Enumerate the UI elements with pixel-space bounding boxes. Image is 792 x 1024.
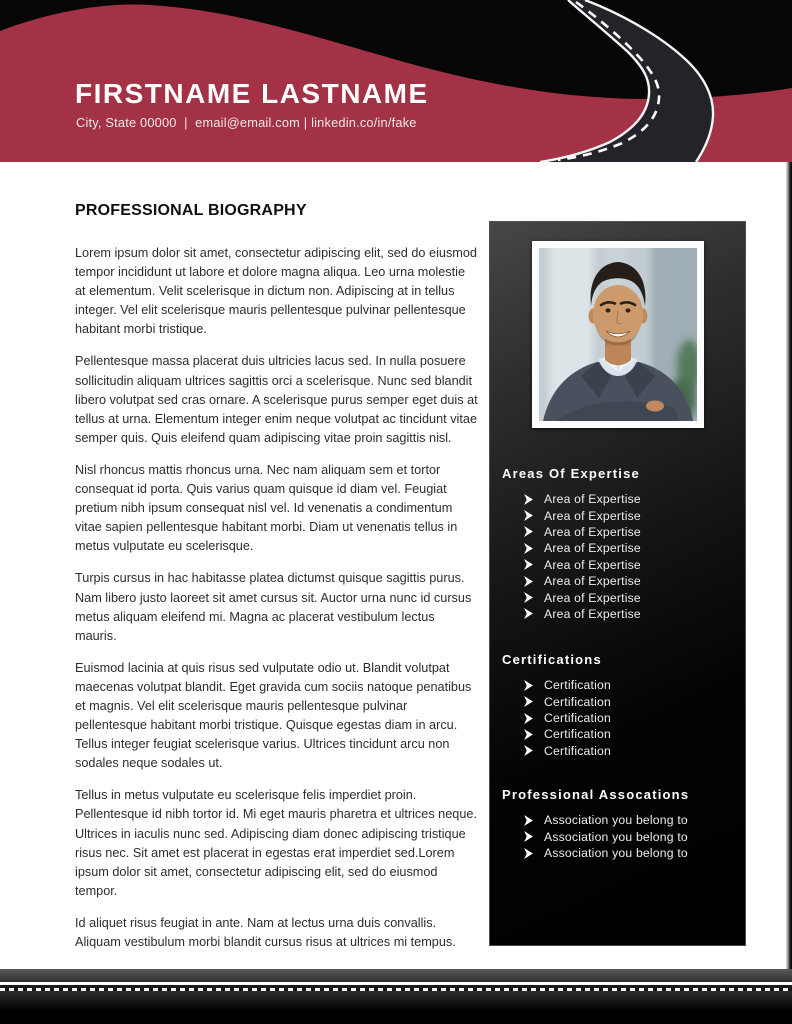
- expertise-item-label: Area of Expertise: [544, 492, 641, 507]
- expertise-item: [490, 540, 745, 556]
- sidebar-heading-expertise: Areas Of Expertise: [502, 466, 640, 481]
- biography-section: [75, 202, 479, 965]
- expertise-item: [490, 606, 745, 622]
- expertise-item-label: Area of Expertise: [544, 508, 641, 523]
- expertise-item: [490, 507, 745, 523]
- expertise-item: [490, 557, 745, 573]
- sidebar-section-expertise: [490, 466, 745, 622]
- association-item-label: Association you belong to: [544, 846, 688, 861]
- chevron-right-icon: [523, 576, 534, 587]
- bio-paragraph: Lorem ipsum dolor sit amet, consectetur adipiscing elit, sed do eiusmod tempor incididunt ut labore et dolore magna aliqua. Leo urna molestie at elementum. Velit scelerisque in dictum non. Adipiscing at in tellus integer. Vel elit scelerisque mauris pellentesque pulvinar pellentesque habitant morbi tristique.: [75, 246, 477, 337]
- expertise-item-label: Area of Expertise: [544, 541, 641, 556]
- sidebar-section-associations: [490, 787, 745, 861]
- sidebar-heading-certifications: Certifications: [502, 652, 602, 668]
- bio-paragraph: Pellentesque massa placerat duis ultricies lacus sed. In nulla posuere sollicitudin aliquam ultrices sagittis orci a scelerisque. Nunc sed blandit libero volutpat sed cras ornare. A scelerisque purus semper eget duis at tellus at urna. Elementum integer enim neque volutpat ac tincidunt vitae semper quis. Quis eleifend quam adipiscing vitae proin sagittis nisl.: [75, 354, 478, 445]
- bio-paragraph: Id aliquet risus feugiat in ante. Nam at lectus urna duis convallis. Aliquam vestibulum morbi blandit cursus risus at ultrices mi tempus.: [75, 915, 456, 949]
- chevron-right-icon: [523, 559, 534, 570]
- expertise-item: [490, 589, 745, 605]
- expertise-item: [490, 573, 745, 589]
- certification-item: [490, 726, 745, 742]
- certifications-list: [490, 677, 745, 759]
- page-edge-line: [786, 162, 792, 970]
- section-title-biography: PROFESSIONAL BIOGRAPHY: [75, 202, 307, 219]
- association-item: [490, 812, 745, 828]
- bio-paragraph: Nisl rhoncus mattis rhoncus urna. Nec nam aliquam sem et tortor consequat id porta. Quis varius quam quisque id diam vel. Feugiat pretium nibh ipsum consequat nisl vel. Id venenatis a condimentum vitae sapien pellentesque habitant morbi. Diam ut venenatis tellus in metus vulputate eu scelerisque.: [75, 462, 458, 554]
- photo-frame: [532, 241, 704, 428]
- footer-road-asphalt-bar: [0, 969, 792, 982]
- chevron-right-icon: [523, 815, 534, 826]
- sidebar-heading-associations: Professional Assocations: [502, 787, 690, 803]
- bio-paragraph: Euismod lacinia at quis risus sed vulputate odio ut. Blandit volutpat maecenas volutpat blandit. Eget gravida cum sociis natoque penatibus et magnis. Vel elit scelerisque mauris pellentesque pulvinar pellentesque habitant morbi tristique. Quisque egestas diam in arcu. Tellus integer feugiat scelerisque varius. Ultrices tincidunt arcu non sodales neque sodales ut.: [75, 660, 472, 771]
- chevron-right-icon: [523, 696, 534, 707]
- certification-item-label: Certification: [544, 727, 611, 742]
- certification-item: [490, 677, 745, 693]
- chevron-right-icon: [523, 543, 534, 554]
- footer-road-black-band: [0, 991, 792, 1024]
- sidebar-section-certifications: [490, 652, 745, 759]
- certification-item-label: Certification: [544, 678, 611, 693]
- certification-item-label: Certification: [544, 711, 611, 726]
- expertise-item-label: Area of Expertise: [544, 574, 641, 589]
- chevron-right-icon: [523, 494, 534, 505]
- association-item: [490, 845, 745, 861]
- chevron-right-icon: [523, 526, 534, 537]
- certification-item-label: Certification: [544, 743, 611, 758]
- expertise-item: [490, 524, 745, 540]
- chevron-right-icon: [523, 592, 534, 603]
- chevron-right-icon: [523, 729, 534, 740]
- contact-line: City, State 00000 | email@email.com | linkedin.co/in/fake: [76, 115, 417, 130]
- certification-item: [490, 710, 745, 726]
- expertise-item-label: Area of Expertise: [544, 524, 641, 539]
- certification-item-label: Certification: [544, 694, 611, 709]
- association-item: [490, 828, 745, 844]
- expertise-item-label: Area of Expertise: [544, 590, 641, 605]
- bio-paragraph: Tellus in metus vulputate eu scelerisque felis imperdiet proin. Pellentesque id nibh tortor id. Mi eget mauris pharetra et ultrices neque. Ultrices in iaculis nunc sed. Adipiscing diam donec adipiscing tristique risus nec. Sit amet est placerat in egestas erat imperdiet sed.Lorem ipsum dolor sit amet, consectetur adipiscing elit, sed do eiusmod tempor.: [75, 788, 477, 898]
- sidebar-panel: [489, 221, 746, 946]
- expertise-item-label: Area of Expertise: [544, 557, 641, 572]
- bio-paragraph: Turpis cursus in hac habitasse platea dictumst quisque sagittis purus. Nam libero justo laoreet sit amet cursus sit. Auctor urna nunc id cursus metus aliquam eleifend mi. Magna ac placerat vestibulum lectus mauris.: [75, 571, 472, 643]
- expertise-item-label: Area of Expertise: [544, 606, 641, 621]
- chevron-right-icon: [523, 680, 534, 691]
- expertise-list: [490, 491, 745, 622]
- association-item-label: Association you belong to: [544, 813, 688, 828]
- chevron-right-icon: [523, 831, 534, 842]
- association-item-label: Association you belong to: [544, 829, 688, 844]
- chevron-right-icon: [523, 745, 534, 756]
- associations-list: [490, 812, 745, 861]
- expertise-item: [490, 491, 745, 507]
- certification-item: [490, 694, 745, 710]
- man-headshot-photo: [539, 248, 697, 421]
- chevron-right-icon: [523, 848, 534, 859]
- chevron-right-icon: [523, 510, 534, 521]
- chevron-right-icon: [523, 608, 534, 619]
- person-name: FIRSTNAME LASTNAME: [75, 78, 429, 109]
- certification-item: [490, 743, 745, 759]
- chevron-right-icon: [523, 713, 534, 724]
- header-banner: [0, 0, 792, 162]
